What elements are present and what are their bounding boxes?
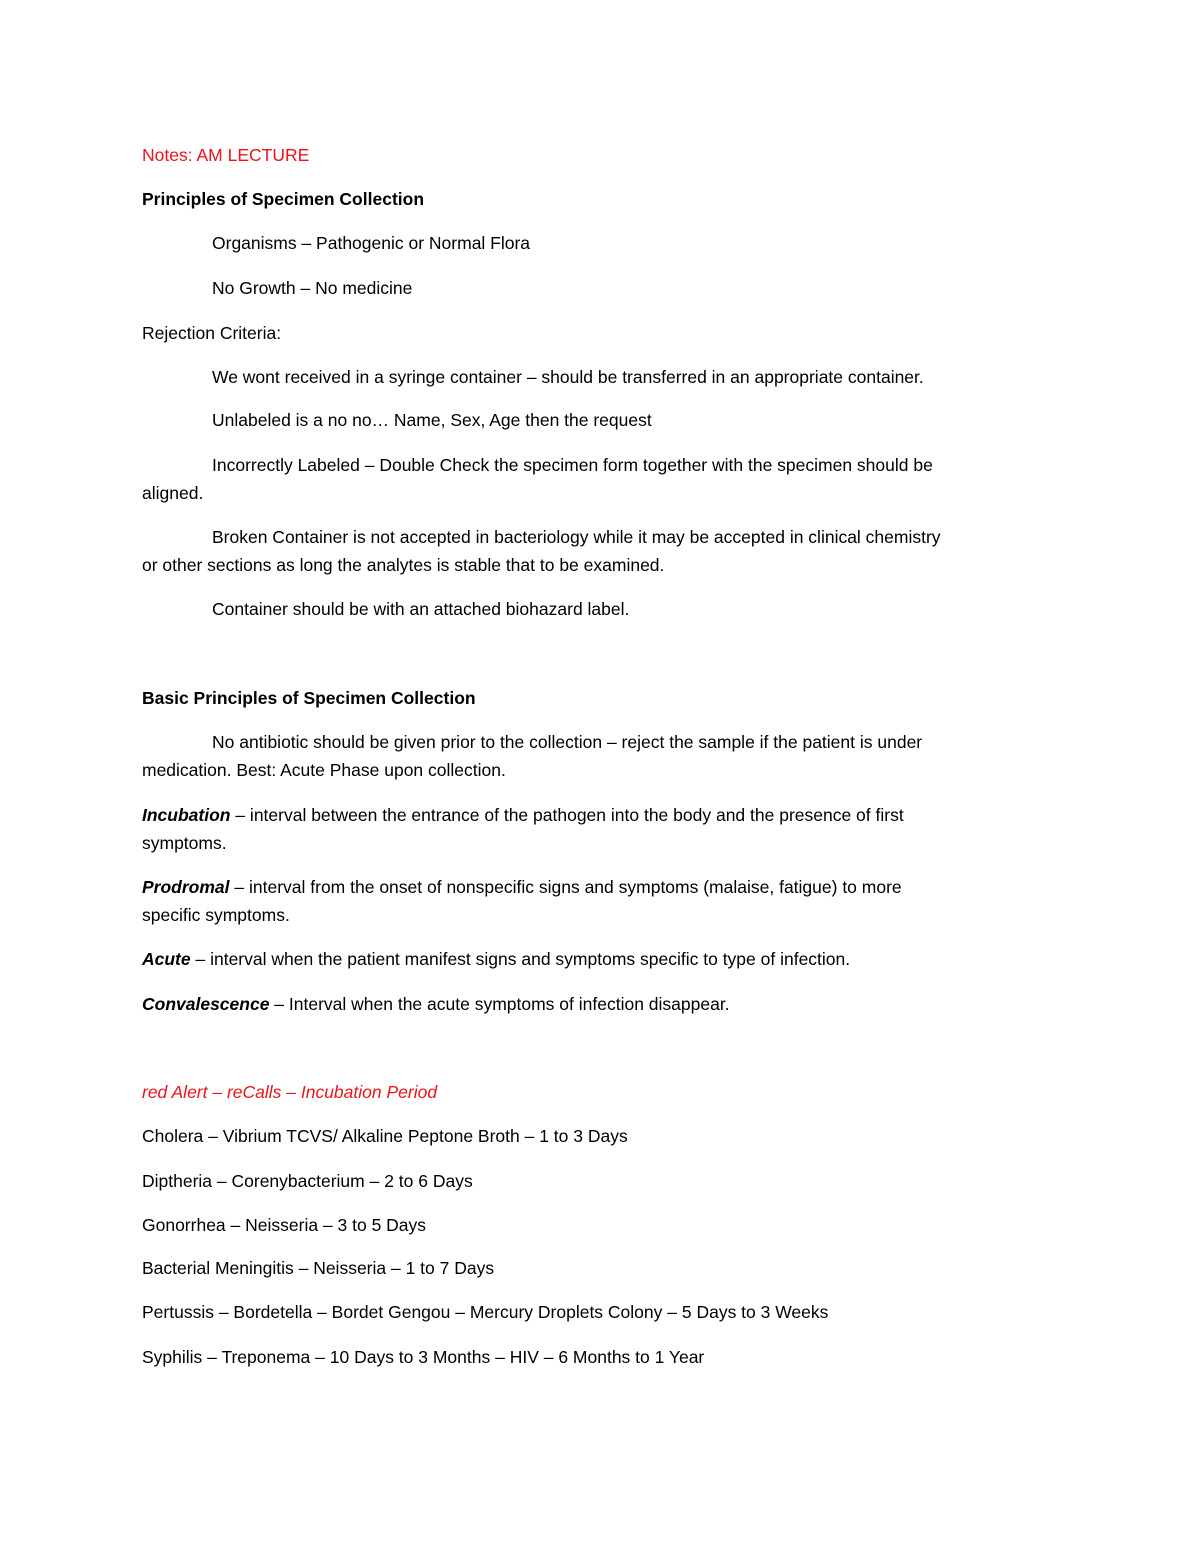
recall-item-syphilis: Syphilis – Treponema – 10 Days to 3 Months – HIV – 6 Months to 1 Year — [142, 1347, 705, 1367]
phase-desc-incubation: – interval between the entrance of the pathogen into the body and the presence of first — [230, 805, 904, 825]
recalls-heading: red Alert – reCalls – Incubation Period — [142, 1082, 438, 1102]
section-heading-basic-principles: Basic Principles of Specimen Collection — [142, 688, 476, 708]
phase-desc-prodromal: – interval from the onset of nonspecific signs and symptoms (malaise, fatigue) to more — [229, 877, 902, 897]
phase-term-incubation: Incubation — [142, 805, 231, 825]
rejection-item-incorrect-line2: aligned. — [142, 483, 204, 503]
rejection-item-broken-line1: Broken Container is not accepted in bacteriology while it may be accepted in clinical chemistry — [212, 527, 941, 547]
phase-desc-convalescence: – Interval when the acute symptoms of infection disappear. — [269, 994, 730, 1014]
phase-prodromal-line2: specific symptoms. — [142, 905, 290, 925]
phase-incubation-line1 — [142, 801, 904, 829]
notes-title: Notes: AM LECTURE — [142, 145, 310, 165]
phase-convalescence-line1 — [142, 990, 730, 1018]
rejection-item-syringe: We wont received in a syringe container – should be transferred in an appropriate container. — [212, 367, 924, 387]
phase-term-prodromal: Prodromal — [142, 877, 230, 897]
rejection-item-incorrect-line1: Incorrectly Labeled – Double Check the specimen form together with the specimen should be — [212, 455, 933, 475]
recall-item-diptheria: Diptheria – Corenybacterium – 2 to 6 Days — [142, 1171, 473, 1191]
recall-item-meningitis: Bacterial Meningitis – Neisseria – 1 to 7 Days — [142, 1258, 495, 1278]
recall-item-cholera: Cholera – Vibrium TCVS/ Alkaline Peptone Broth – 1 to 3 Days — [142, 1126, 628, 1146]
principle-item-no-growth: No Growth – No medicine — [212, 278, 413, 298]
recall-item-gonorrhea: Gonorrhea – Neisseria – 3 to 5 Days — [142, 1215, 427, 1235]
rejection-item-broken-line2: or other sections as long the analytes is stable that to be examined. — [142, 555, 665, 575]
section-heading-principles: Principles of Specimen Collection — [142, 189, 425, 209]
antibiotic-note-line2: medication. Best: Acute Phase upon collection. — [142, 760, 506, 780]
rejection-item-biohazard: Container should be with an attached biohazard label. — [212, 599, 630, 619]
phase-prodromal-line1 — [142, 873, 902, 901]
principle-item-organisms: Organisms – Pathogenic or Normal Flora — [212, 233, 531, 253]
phase-term-acute: Acute — [142, 949, 191, 969]
phase-acute-line1 — [142, 945, 850, 973]
phase-incubation-line2: symptoms. — [142, 833, 227, 853]
phase-term-convalescence: Convalescence — [142, 994, 270, 1014]
rejection-item-unlabeled: Unlabeled is a no no… Name, Sex, Age then the request — [212, 410, 652, 430]
antibiotic-note-line1: No antibiotic should be given prior to the collection – reject the sample if the patient is under — [212, 732, 923, 752]
phase-desc-acute: – interval when the patient manifest signs and symptoms specific to type of infection. — [190, 949, 851, 969]
rejection-criteria-heading: Rejection Criteria: — [142, 323, 282, 343]
recall-item-pertussis: Pertussis – Bordetella – Bordet Gengou – Mercury Droplets Colony – 5 Days to 3 Weeks — [142, 1302, 829, 1322]
